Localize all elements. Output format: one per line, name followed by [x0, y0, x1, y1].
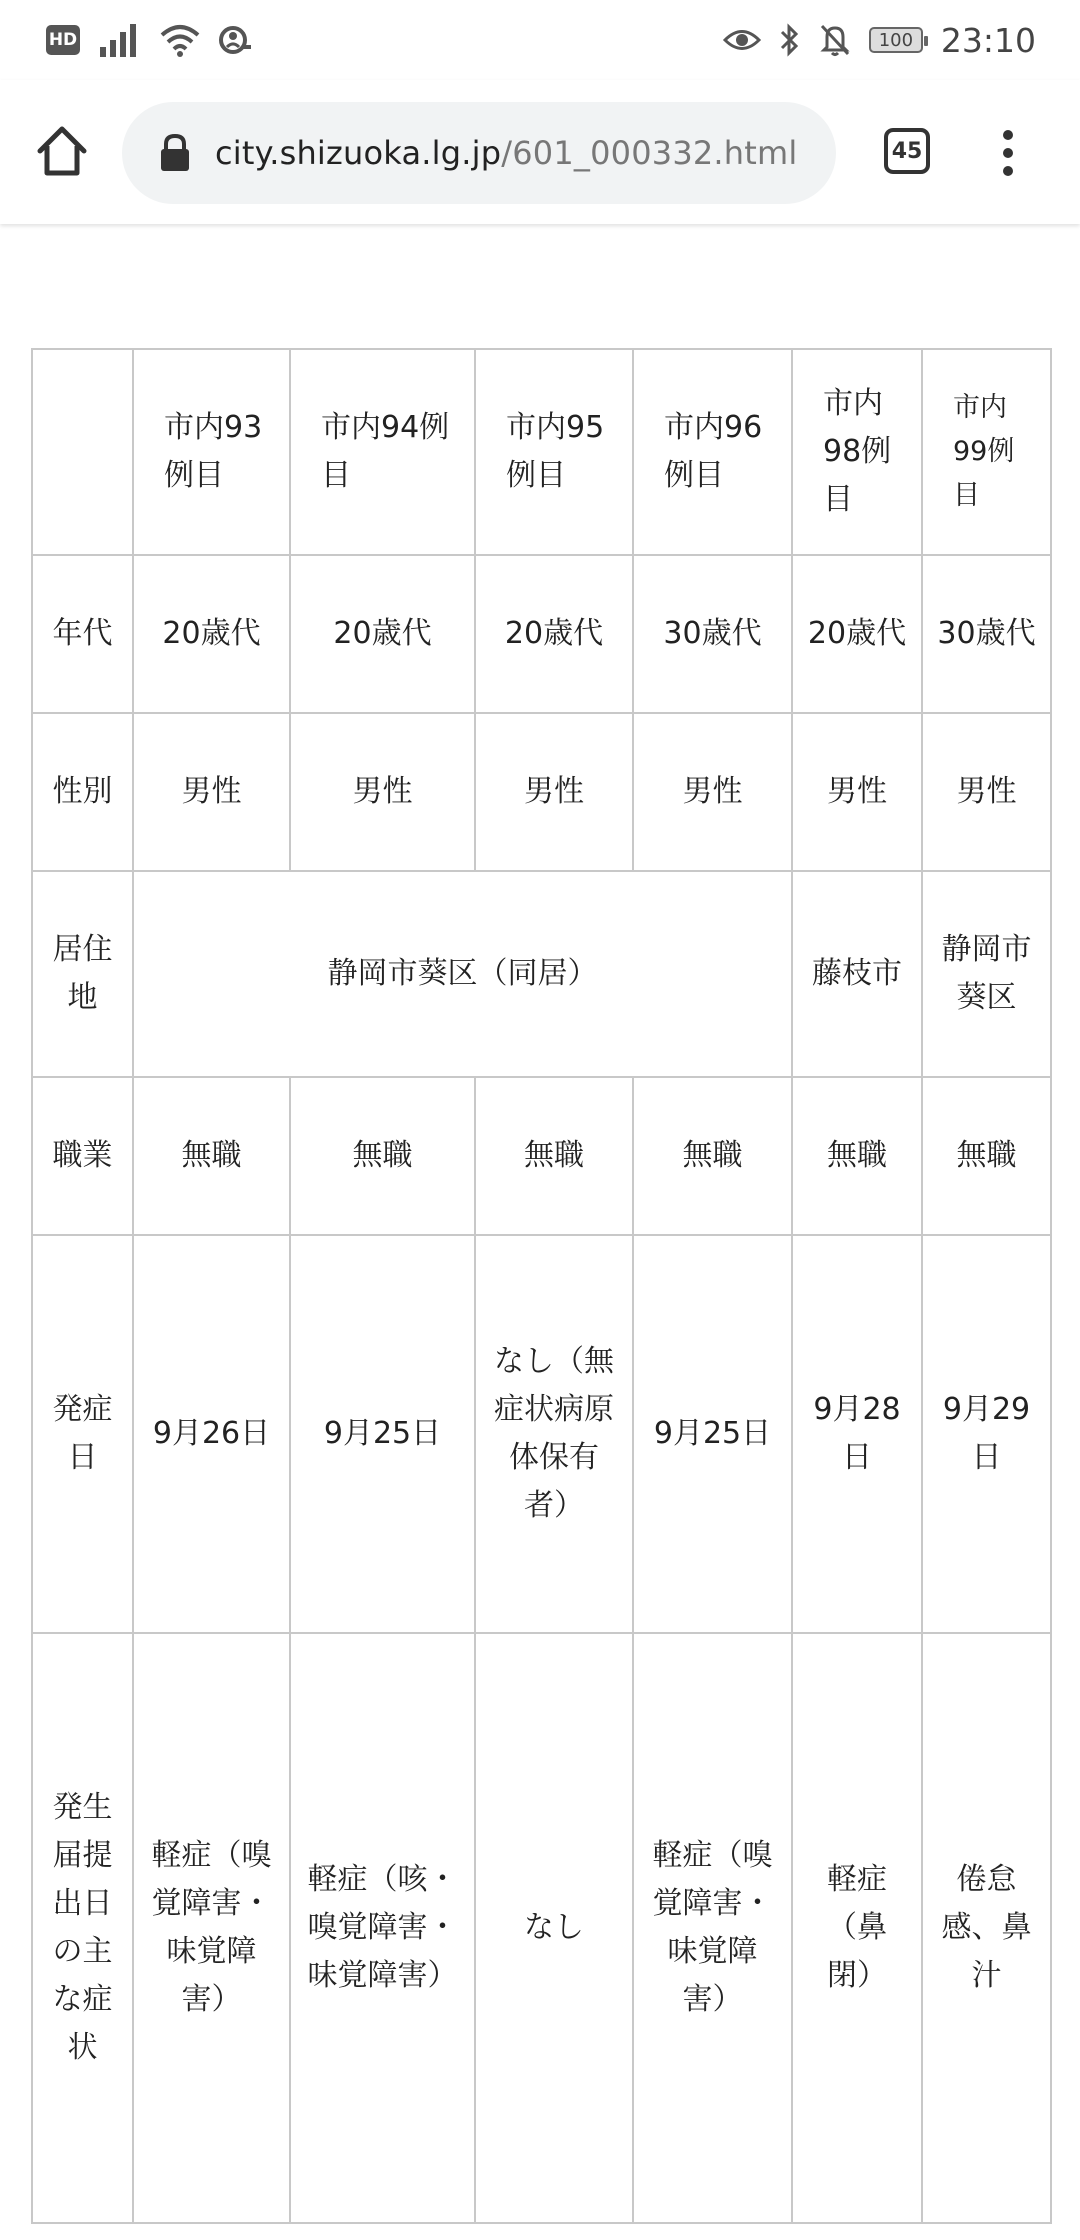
- status-left: [46, 23, 252, 57]
- row-header: 職業: [32, 1077, 133, 1235]
- table-row-sex: [32, 713, 1051, 871]
- url-path: /601_000332.html: [501, 134, 798, 172]
- table-cell: 静岡市葵区: [922, 871, 1051, 1077]
- table-cell: 男性: [922, 713, 1051, 871]
- table-cell: 20歳代: [133, 555, 290, 713]
- row-header: 発生届提出日の主な症状: [32, 1633, 133, 2223]
- table-cell: 無職: [792, 1077, 922, 1235]
- url-text[interactable]: [215, 134, 798, 172]
- table-row-residence: [32, 871, 1051, 1077]
- table-cell: 30歳代: [633, 555, 792, 713]
- table-cell: 無職: [633, 1077, 792, 1235]
- case-table-container: [31, 348, 1052, 2224]
- table-cell: 20歳代: [792, 555, 922, 713]
- table-cell: なし: [475, 1633, 633, 2223]
- eye-icon: [723, 25, 761, 55]
- clock: 23:10: [940, 20, 1036, 60]
- row-header: 年代: [32, 555, 133, 713]
- browser-toolbar: [0, 80, 1080, 224]
- url-domain: city.shizuoka.lg.jp: [215, 134, 502, 172]
- home-icon[interactable]: [34, 123, 90, 179]
- table-cell: 20歳代: [475, 555, 633, 713]
- row-header: 性別: [32, 713, 133, 871]
- hd-icon: HD: [46, 25, 80, 55]
- table-cell: 無職: [475, 1077, 633, 1235]
- table-cell: 軽症（鼻閉）: [792, 1633, 922, 2223]
- table-cell: 無職: [290, 1077, 475, 1235]
- table-cell: 20歳代: [290, 555, 475, 713]
- corner-cell: [32, 349, 133, 555]
- status-bar: [0, 0, 1080, 80]
- table-cell: 無職: [133, 1077, 290, 1235]
- lock-icon[interactable]: [157, 133, 193, 173]
- table-row-onset: [32, 1235, 1051, 1633]
- tabs-icon[interactable]: 45: [884, 128, 930, 174]
- table-cell: 男性: [633, 713, 792, 871]
- mute-bell-icon: [819, 23, 851, 57]
- column-header: 市内95例目: [475, 349, 633, 555]
- table-header-row: [32, 349, 1051, 555]
- table-cell: 男性: [133, 713, 290, 871]
- table-cell: 無職: [922, 1077, 1051, 1235]
- column-header: 市内94例目: [290, 349, 475, 555]
- table-cell: 軽症（咳・嗅覚障害・味覚障害）: [290, 1633, 475, 2223]
- column-header: 市内98例目: [792, 349, 922, 555]
- vpn-key-icon: [218, 23, 252, 57]
- table-cell-merged: 静岡市葵区（同居）: [133, 871, 792, 1077]
- table-cell: 倦怠感、鼻汁: [922, 1633, 1051, 2223]
- table-cell: 藤枝市: [792, 871, 922, 1077]
- bluetooth-icon: [779, 23, 801, 57]
- table-cell: なし（無症状病原体保有者）: [475, 1235, 633, 1633]
- wifi-icon: [160, 23, 200, 57]
- table-cell: 男性: [475, 713, 633, 871]
- column-header: 市内93例目: [133, 349, 290, 555]
- table-row-symptoms: [32, 1633, 1051, 2223]
- table-cell: 9月29日: [922, 1235, 1051, 1633]
- table-cell: 軽症（嗅覚障害・味覚障害）: [633, 1633, 792, 2223]
- table-row-occupation: [32, 1077, 1051, 1235]
- more-vert-icon[interactable]: [996, 128, 1020, 178]
- table-cell: 9月28日: [792, 1235, 922, 1633]
- address-bar[interactable]: [122, 102, 836, 204]
- table-cell: 9月25日: [633, 1235, 792, 1633]
- column-header: 市内99例目: [922, 349, 1051, 555]
- row-header: 発症日: [32, 1235, 133, 1633]
- table-cell: 30歳代: [922, 555, 1051, 713]
- signal-icon: [98, 23, 142, 57]
- table-cell: 9月26日: [133, 1235, 290, 1633]
- table-cell: 男性: [792, 713, 922, 871]
- row-header: 居住地: [32, 871, 133, 1077]
- table-cell: 9月25日: [290, 1235, 475, 1633]
- table-cell: 軽症（嗅覚障害・味覚障害）: [133, 1633, 290, 2223]
- battery-icon: 100: [869, 27, 923, 53]
- status-right: [723, 21, 1036, 60]
- column-header: 市内96例目: [633, 349, 792, 555]
- case-table: [31, 348, 1052, 2224]
- table-row-age: [32, 555, 1051, 713]
- table-cell: 男性: [290, 713, 475, 871]
